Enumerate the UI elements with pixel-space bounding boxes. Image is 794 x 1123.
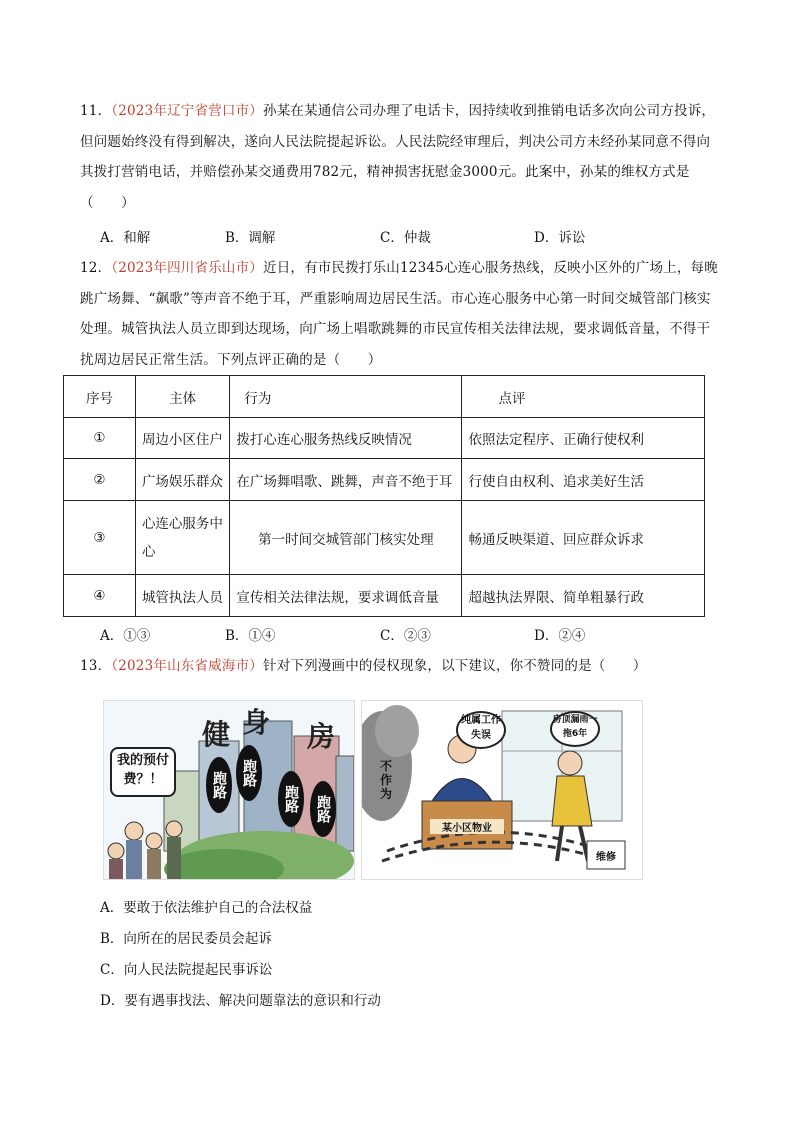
question-number: 13． [80,658,112,674]
table-header: 行为 [230,376,462,418]
question-12 [80,253,720,375]
comment-table [63,375,705,617]
table-cell: 周边小区住户 [135,418,229,459]
option-d[interactable]: D．②④ [534,628,586,644]
question-11 [80,96,720,218]
smoke-label: 不作为 [380,759,393,801]
runaway-oval: 跑路 [236,745,262,801]
desk-label: 某小区物业 [430,819,504,834]
question-number: 11． [80,103,112,119]
speech-bubble: 我的预付费？！ [110,747,176,797]
option-a[interactable]: A．和解 [100,230,151,246]
question-text: 针对下列漫画中的侵权现象，以下建议，你不赞同的是（ ） [263,658,647,674]
table-cell: 行使自由权利、追求美好生活 [462,459,705,501]
table-cell: 广场娱乐群众 [135,459,229,501]
table-cell: 在广场舞唱歌、跳舞，声音不绝于耳 [230,459,462,501]
option-a[interactable]: A．①③ [100,628,151,644]
table-cell: 宣传相关法律法规，要求调低音量 [230,575,462,617]
table-cell: 畅通反映渠道、回应群众诉求 [462,501,705,575]
table-row [64,418,705,459]
table-header-row [64,376,705,418]
sign-char: 房 [307,720,336,753]
table-cell: 城管执法人员 [135,575,229,617]
comic-property-inaction [361,700,643,880]
runaway-oval: 跑路 [206,757,232,813]
question-13-option-c[interactable]: C．向人民法院提起民事诉讼 [100,962,273,978]
speech-bubble: 房顶漏雨一拖6年 [550,711,600,747]
table-cell: 超越执法界限、简单粗暴行政 [462,575,705,617]
table-cell: ③ [64,501,136,575]
option-d[interactable]: D．诉讼 [534,230,586,246]
table-cell: 拨打心连心服务热线反映情况 [230,418,462,459]
table-cell: ④ [64,575,136,617]
table-header: 点评 [462,376,705,418]
table-row [64,501,705,575]
option-c[interactable]: C．仲裁 [380,230,431,246]
question-text: 孙某在某通信公司办理了电话卡，因持续收到推销电话多次向公司方投诉，但问题始终没有得到解决，遂向人民法院提起诉讼。人民法院经审理后，判决公司方未经孙某同意不得向其拨打营销电话，并赔偿孙某交通费用782元，精神损害抚慰金3000元。此案中，孙某的维权方式是（ ） [80,103,716,211]
speech-bubble: 纯属工作失误 [456,711,506,749]
question-text: 近日，有市民拨打乐山12345心连心服务热线，反映小区外的广场上，每晚跳广场舞、“飙歌”等声音不绝于耳，严重影响周边居民生活。市心连心服务中心第一时间交城管部门核实处理。城管执法人员立即到达现场，向广场上唱歌跳舞的市民宣传相关法律法规，要求调低音量，不得干扰周边居民正常生活。下列点评正确的是（ ） [80,260,718,368]
table-cell: 心连心服务中心 [135,501,229,575]
sign-char: 健 [202,718,231,751]
question-12-options [80,624,720,648]
question-source: （2023年辽宁省营口市） [111,103,263,119]
table-cell: 第一时间交城管部门核实处理 [230,501,462,575]
table-row [64,459,705,501]
runaway-oval: 跑路 [310,781,336,837]
table-cell: 依照法定程序、正确行使权利 [462,418,705,459]
question-13 [80,651,720,682]
table-row [64,575,705,617]
question-source: （2023年四川省乐山市） [111,260,263,276]
paper-label: 维修 [596,852,616,863]
question-13-option-b[interactable]: B．向所在的居民委员会起诉 [100,931,272,947]
question-13-option-a[interactable]: A．要敢于依法维护自己的合法权益 [100,900,313,916]
option-b[interactable]: B．调解 [225,230,276,246]
sign-char: 身 [242,706,271,739]
comic-gym-runaway [103,700,355,880]
option-b[interactable]: B．①④ [225,628,276,644]
table-cell: ① [64,418,136,459]
option-c[interactable]: C．②③ [380,628,431,644]
table-header: 主体 [135,376,229,418]
question-13-option-d[interactable]: D．要有遇事找法、解决问题靠法的意识和行动 [100,993,381,1009]
question-source: （2023年山东省威海市） [111,658,263,674]
question-number: 12． [80,260,112,276]
table-cell: ② [64,459,136,501]
table-header: 序号 [64,376,136,418]
runaway-oval: 跑路 [278,771,304,827]
question-11-options [80,226,720,250]
